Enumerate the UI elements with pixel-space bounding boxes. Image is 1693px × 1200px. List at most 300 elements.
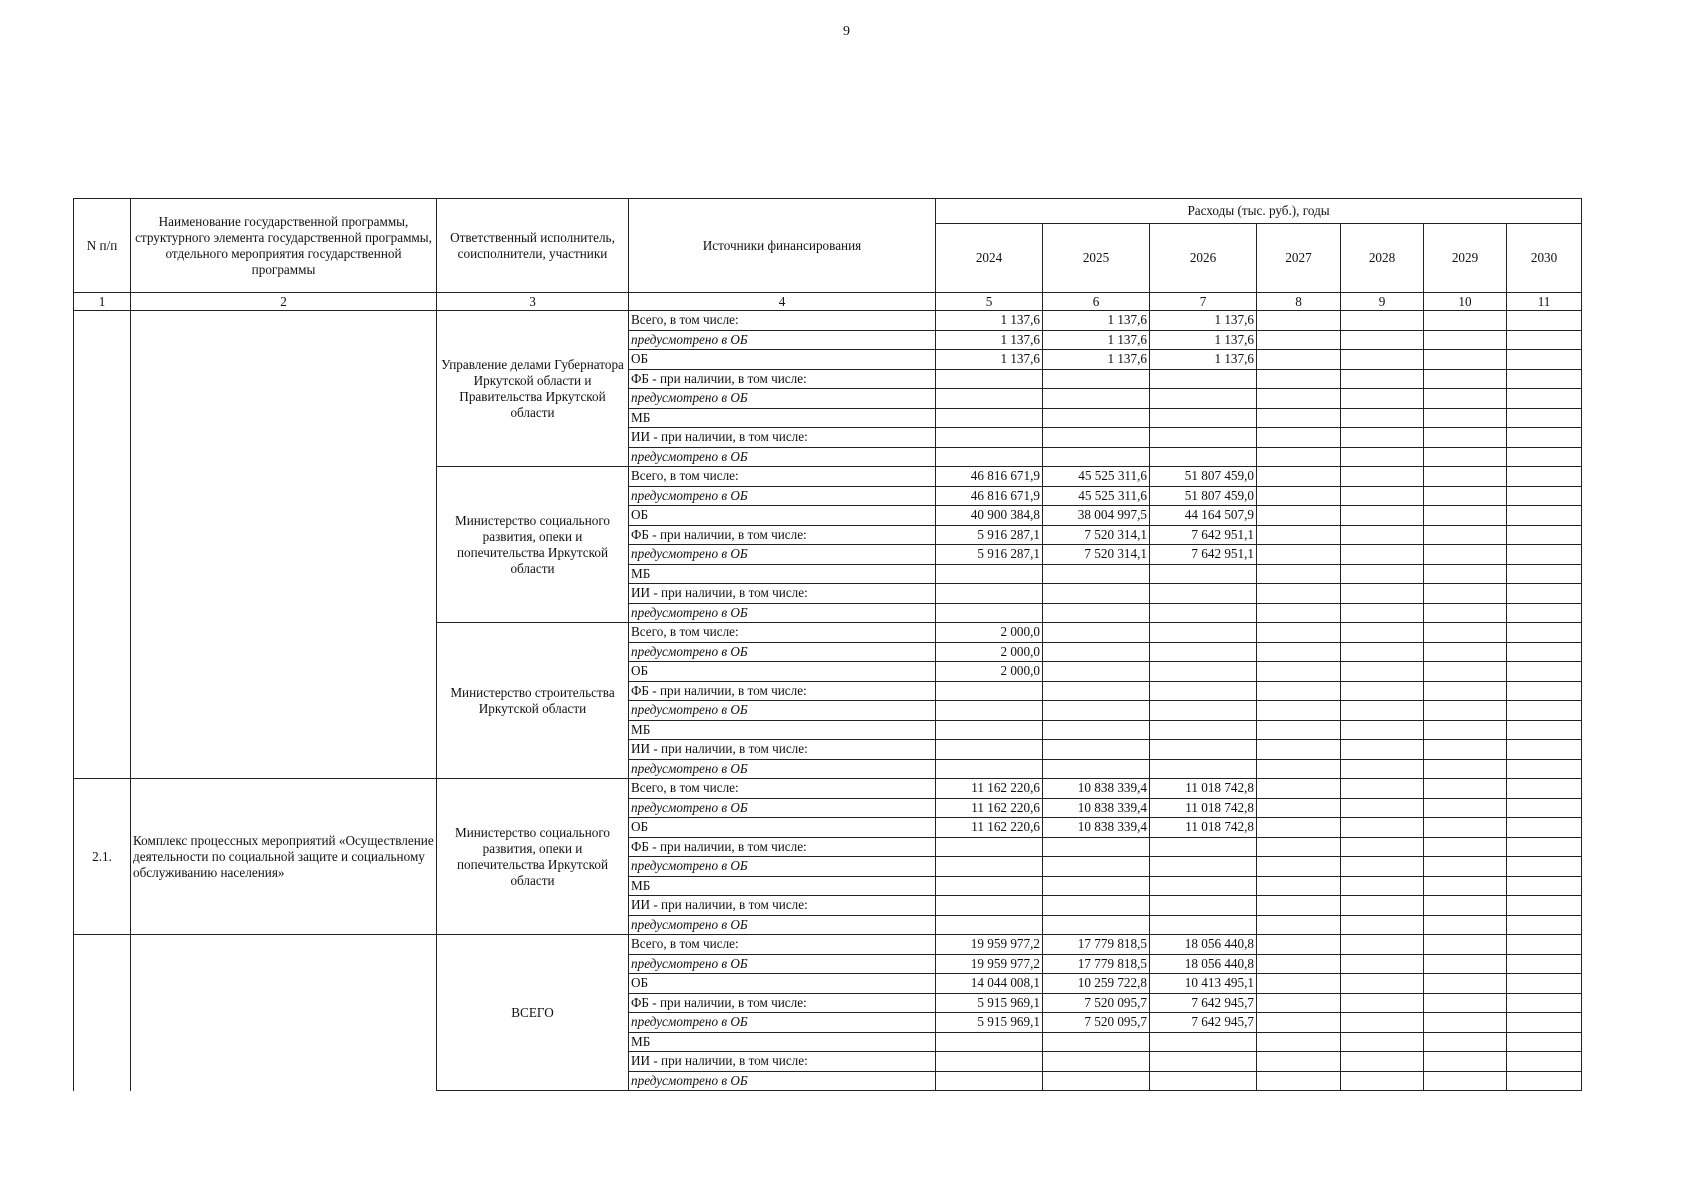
amount-cell bbox=[1424, 935, 1507, 955]
amount-cell bbox=[1507, 467, 1582, 487]
funding-source: ИИ - при наличии, в том числе: bbox=[629, 896, 936, 916]
amount-cell bbox=[936, 603, 1043, 623]
amount-cell bbox=[1507, 681, 1582, 701]
executor-name: Министерство социального развития, опеки и попечительства Иркутской области bbox=[437, 779, 629, 935]
amount-cell bbox=[1043, 369, 1150, 389]
amount-cell bbox=[1507, 350, 1582, 370]
amount-cell bbox=[936, 389, 1043, 409]
amount-cell: 11 162 220,6 bbox=[936, 818, 1043, 838]
funding-source: МБ bbox=[629, 564, 936, 584]
amount-cell bbox=[1043, 915, 1150, 935]
amount-cell bbox=[1043, 740, 1150, 760]
amount-cell bbox=[1507, 798, 1582, 818]
executor-name: ВСЕГО bbox=[437, 935, 629, 1091]
amount-cell bbox=[1257, 311, 1341, 331]
funding-source: предусмотрено в ОБ bbox=[629, 915, 936, 935]
amount-cell: 18 056 440,8 bbox=[1150, 935, 1257, 955]
amount-cell bbox=[936, 1052, 1043, 1072]
amount-cell bbox=[1507, 779, 1582, 799]
amount-cell bbox=[1257, 545, 1341, 565]
funding-source: предусмотрено в ОБ bbox=[629, 798, 936, 818]
amount-cell bbox=[1341, 720, 1424, 740]
amount-cell bbox=[1043, 1071, 1150, 1091]
amount-cell bbox=[1257, 350, 1341, 370]
amount-cell bbox=[1507, 662, 1582, 682]
column-index: 7 bbox=[1150, 293, 1257, 311]
amount-cell bbox=[1424, 993, 1507, 1013]
amount-cell bbox=[1507, 701, 1582, 721]
amount-cell bbox=[1043, 701, 1150, 721]
amount-cell: 19 959 977,2 bbox=[936, 954, 1043, 974]
amount-cell bbox=[1424, 915, 1507, 935]
amount-cell bbox=[936, 876, 1043, 896]
amount-cell bbox=[1257, 818, 1341, 838]
amount-cell bbox=[1507, 720, 1582, 740]
amount-cell bbox=[1150, 642, 1257, 662]
amount-cell bbox=[1341, 740, 1424, 760]
amount-cell bbox=[1424, 857, 1507, 877]
amount-cell bbox=[1257, 623, 1341, 643]
column-index: 6 bbox=[1043, 293, 1150, 311]
amount-cell bbox=[1424, 545, 1507, 565]
amount-cell bbox=[1424, 369, 1507, 389]
amount-cell: 7 642 951,1 bbox=[1150, 525, 1257, 545]
funding-source: ФБ - при наличии, в том числе: bbox=[629, 837, 936, 857]
amount-cell: 10 838 339,4 bbox=[1043, 818, 1150, 838]
amount-cell: 7 642 951,1 bbox=[1150, 545, 1257, 565]
amount-cell bbox=[936, 701, 1043, 721]
program-element-name bbox=[131, 311, 437, 779]
funding-source: предусмотрено в ОБ bbox=[629, 1013, 936, 1033]
amount-cell bbox=[1341, 1013, 1424, 1033]
amount-cell bbox=[1424, 564, 1507, 584]
header-expenses: Расходы (тыс. руб.), годы bbox=[936, 199, 1582, 224]
amount-cell bbox=[1043, 857, 1150, 877]
amount-cell bbox=[1257, 584, 1341, 604]
amount-cell bbox=[1424, 467, 1507, 487]
amount-cell bbox=[936, 369, 1043, 389]
amount-cell bbox=[1341, 954, 1424, 974]
amount-cell: 46 816 671,9 bbox=[936, 486, 1043, 506]
amount-cell bbox=[1257, 506, 1341, 526]
amount-cell bbox=[1043, 447, 1150, 467]
amount-cell bbox=[1043, 564, 1150, 584]
amount-cell bbox=[1150, 662, 1257, 682]
amount-cell: 1 137,6 bbox=[936, 311, 1043, 331]
amount-cell bbox=[1424, 1071, 1507, 1091]
funding-source: предусмотрено в ОБ bbox=[629, 330, 936, 350]
amount-cell bbox=[1043, 428, 1150, 448]
amount-cell bbox=[1257, 428, 1341, 448]
amount-cell: 11 018 742,8 bbox=[1150, 818, 1257, 838]
header-year: 2029 bbox=[1424, 224, 1507, 293]
amount-cell bbox=[1150, 1052, 1257, 1072]
amount-cell: 5 916 287,1 bbox=[936, 545, 1043, 565]
amount-cell bbox=[936, 759, 1043, 779]
amount-cell: 1 137,6 bbox=[1150, 350, 1257, 370]
amount-cell bbox=[1257, 1071, 1341, 1091]
funding-source: МБ bbox=[629, 1032, 936, 1052]
amount-cell bbox=[936, 564, 1043, 584]
amount-cell bbox=[1341, 818, 1424, 838]
funding-source: ФБ - при наличии, в том числе: bbox=[629, 993, 936, 1013]
amount-cell: 51 807 459,0 bbox=[1150, 486, 1257, 506]
amount-cell bbox=[1257, 779, 1341, 799]
amount-cell bbox=[1424, 1052, 1507, 1072]
funding-source: ИИ - при наличии, в том числе: bbox=[629, 1052, 936, 1072]
amount-cell: 14 044 008,1 bbox=[936, 974, 1043, 994]
amount-cell bbox=[1043, 1032, 1150, 1052]
header-year: 2026 bbox=[1150, 224, 1257, 293]
amount-cell bbox=[1257, 720, 1341, 740]
amount-cell bbox=[1341, 369, 1424, 389]
amount-cell bbox=[1341, 837, 1424, 857]
funding-source: Всего, в том числе: bbox=[629, 311, 936, 331]
amount-cell bbox=[1257, 1032, 1341, 1052]
amount-cell bbox=[1150, 408, 1257, 428]
amount-cell bbox=[1150, 896, 1257, 916]
amount-cell bbox=[1257, 1052, 1341, 1072]
header-source: Источники финансирования bbox=[629, 199, 936, 293]
amount-cell bbox=[1424, 837, 1507, 857]
amount-cell bbox=[1424, 896, 1507, 916]
amount-cell bbox=[1341, 428, 1424, 448]
column-index: 3 bbox=[437, 293, 629, 311]
amount-cell bbox=[1341, 564, 1424, 584]
amount-cell bbox=[1043, 603, 1150, 623]
amount-cell bbox=[1424, 779, 1507, 799]
amount-cell: 19 959 977,2 bbox=[936, 935, 1043, 955]
amount-cell bbox=[1257, 681, 1341, 701]
amount-cell bbox=[1341, 974, 1424, 994]
amount-cell bbox=[1424, 662, 1507, 682]
funding-source: ОБ bbox=[629, 974, 936, 994]
amount-cell bbox=[936, 915, 1043, 935]
header-year: 2025 bbox=[1043, 224, 1150, 293]
amount-cell bbox=[1341, 584, 1424, 604]
amount-cell bbox=[1341, 701, 1424, 721]
amount-cell bbox=[1150, 759, 1257, 779]
funding-source: ФБ - при наличии, в том числе: bbox=[629, 525, 936, 545]
amount-cell bbox=[1424, 408, 1507, 428]
amount-cell bbox=[1150, 603, 1257, 623]
amount-cell bbox=[1424, 759, 1507, 779]
table-row bbox=[74, 311, 1582, 331]
amount-cell bbox=[1424, 350, 1507, 370]
page-number: 9 bbox=[843, 24, 850, 39]
executor-name: Министерство социального развития, опеки и попечительства Иркутской области bbox=[437, 467, 629, 623]
amount-cell: 2 000,0 bbox=[936, 642, 1043, 662]
funding-source: предусмотрено в ОБ bbox=[629, 1071, 936, 1091]
amount-cell bbox=[1507, 642, 1582, 662]
amount-cell bbox=[1257, 330, 1341, 350]
amount-cell bbox=[1150, 915, 1257, 935]
funding-source: ОБ bbox=[629, 662, 936, 682]
amount-cell bbox=[1424, 428, 1507, 448]
amount-cell bbox=[936, 408, 1043, 428]
amount-cell bbox=[1507, 993, 1582, 1013]
funding-source: ФБ - при наличии, в том числе: bbox=[629, 681, 936, 701]
amount-cell bbox=[1257, 369, 1341, 389]
amount-cell bbox=[1150, 740, 1257, 760]
amount-cell bbox=[1341, 759, 1424, 779]
amount-cell bbox=[1150, 1032, 1257, 1052]
table-row bbox=[74, 779, 1582, 799]
amount-cell bbox=[1043, 759, 1150, 779]
funding-source: Всего, в том числе: bbox=[629, 779, 936, 799]
amount-cell bbox=[1257, 857, 1341, 877]
amount-cell bbox=[1150, 564, 1257, 584]
amount-cell bbox=[1424, 311, 1507, 331]
header-year: 2028 bbox=[1341, 224, 1424, 293]
amount-cell: 7 642 945,7 bbox=[1150, 993, 1257, 1013]
funding-source: МБ bbox=[629, 408, 936, 428]
amount-cell: 7 520 314,1 bbox=[1043, 525, 1150, 545]
amount-cell bbox=[1507, 1071, 1582, 1091]
amount-cell bbox=[1341, 915, 1424, 935]
amount-cell: 51 807 459,0 bbox=[1150, 467, 1257, 487]
row-number bbox=[74, 935, 131, 1091]
amount-cell bbox=[1043, 837, 1150, 857]
amount-cell bbox=[1257, 915, 1341, 935]
amount-cell bbox=[1424, 642, 1507, 662]
column-index: 9 bbox=[1341, 293, 1424, 311]
funding-source: ИИ - при наличии, в том числе: bbox=[629, 740, 936, 760]
amount-cell bbox=[1257, 974, 1341, 994]
amount-cell bbox=[1424, 954, 1507, 974]
funding-source: предусмотрено в ОБ bbox=[629, 701, 936, 721]
amount-cell bbox=[1507, 447, 1582, 467]
amount-cell bbox=[1150, 369, 1257, 389]
amount-cell: 5 915 969,1 bbox=[936, 1013, 1043, 1033]
amount-cell: 1 137,6 bbox=[936, 330, 1043, 350]
funding-source: ФБ - при наличии, в том числе: bbox=[629, 369, 936, 389]
amount-cell bbox=[1341, 311, 1424, 331]
amount-cell bbox=[1507, 408, 1582, 428]
amount-cell bbox=[936, 837, 1043, 857]
amount-cell: 10 838 339,4 bbox=[1043, 779, 1150, 799]
amount-cell bbox=[1150, 428, 1257, 448]
amount-cell bbox=[1424, 389, 1507, 409]
amount-cell bbox=[936, 720, 1043, 740]
amount-cell bbox=[1341, 798, 1424, 818]
amount-cell bbox=[1341, 896, 1424, 916]
amount-cell bbox=[936, 584, 1043, 604]
amount-cell bbox=[1043, 896, 1150, 916]
amount-cell: 10 838 339,4 bbox=[1043, 798, 1150, 818]
amount-cell bbox=[1043, 681, 1150, 701]
funding-source: МБ bbox=[629, 720, 936, 740]
amount-cell bbox=[1257, 701, 1341, 721]
column-index: 4 bbox=[629, 293, 936, 311]
column-index: 8 bbox=[1257, 293, 1341, 311]
amount-cell: 11 162 220,6 bbox=[936, 798, 1043, 818]
amount-cell bbox=[1507, 954, 1582, 974]
amount-cell: 18 056 440,8 bbox=[1150, 954, 1257, 974]
header-num: N п/п bbox=[74, 199, 131, 293]
amount-cell bbox=[936, 447, 1043, 467]
amount-cell: 1 137,6 bbox=[936, 350, 1043, 370]
funding-source: предусмотрено в ОБ bbox=[629, 447, 936, 467]
amount-cell bbox=[1424, 701, 1507, 721]
amount-cell bbox=[1150, 623, 1257, 643]
amount-cell bbox=[1341, 935, 1424, 955]
amount-cell: 46 816 671,9 bbox=[936, 467, 1043, 487]
amount-cell bbox=[1507, 564, 1582, 584]
amount-cell: 7 520 314,1 bbox=[1043, 545, 1150, 565]
amount-cell bbox=[1150, 447, 1257, 467]
header-year: 2024 bbox=[936, 224, 1043, 293]
amount-cell bbox=[1341, 467, 1424, 487]
amount-cell bbox=[1341, 389, 1424, 409]
amount-cell bbox=[1150, 389, 1257, 409]
amount-cell bbox=[1043, 1052, 1150, 1072]
amount-cell bbox=[1507, 584, 1582, 604]
amount-cell bbox=[1424, 603, 1507, 623]
amount-cell bbox=[1257, 935, 1341, 955]
funding-source: предусмотрено в ОБ bbox=[629, 389, 936, 409]
funding-source: ОБ bbox=[629, 818, 936, 838]
amount-cell: 11 162 220,6 bbox=[936, 779, 1043, 799]
funding-source: МБ bbox=[629, 876, 936, 896]
amount-cell bbox=[1341, 857, 1424, 877]
amount-cell bbox=[1507, 623, 1582, 643]
amount-cell bbox=[1043, 720, 1150, 740]
amount-cell bbox=[1424, 974, 1507, 994]
amount-cell bbox=[1341, 447, 1424, 467]
amount-cell: 2 000,0 bbox=[936, 662, 1043, 682]
amount-cell: 7 520 095,7 bbox=[1043, 1013, 1150, 1033]
expenses-table bbox=[73, 198, 1582, 1091]
row-number: 2.1. bbox=[74, 779, 131, 935]
amount-cell bbox=[1507, 974, 1582, 994]
amount-cell bbox=[1507, 486, 1582, 506]
amount-cell bbox=[1150, 681, 1257, 701]
program-element-name: Комплекс процессных мероприятий «Осуществление деятельности по социальной защите и социальному обслуживанию населения» bbox=[131, 779, 437, 935]
amount-cell bbox=[1424, 525, 1507, 545]
amount-cell bbox=[1341, 486, 1424, 506]
amount-cell bbox=[1507, 740, 1582, 760]
amount-cell bbox=[1507, 311, 1582, 331]
amount-cell bbox=[1507, 915, 1582, 935]
column-index: 11 bbox=[1507, 293, 1582, 311]
amount-cell: 10 413 495,1 bbox=[1150, 974, 1257, 994]
amount-cell bbox=[1507, 837, 1582, 857]
funding-source: предусмотрено в ОБ bbox=[629, 857, 936, 877]
amount-cell bbox=[1043, 662, 1150, 682]
amount-cell: 17 779 818,5 bbox=[1043, 954, 1150, 974]
amount-cell: 2 000,0 bbox=[936, 623, 1043, 643]
amount-cell bbox=[1507, 330, 1582, 350]
amount-cell bbox=[1257, 662, 1341, 682]
amount-cell bbox=[1257, 408, 1341, 428]
amount-cell bbox=[1341, 330, 1424, 350]
amount-cell bbox=[1341, 350, 1424, 370]
amount-cell bbox=[1150, 584, 1257, 604]
amount-cell: 17 779 818,5 bbox=[1043, 935, 1150, 955]
amount-cell bbox=[936, 1032, 1043, 1052]
amount-cell: 1 137,6 bbox=[1043, 311, 1150, 331]
amount-cell bbox=[1341, 623, 1424, 643]
amount-cell bbox=[1043, 623, 1150, 643]
amount-cell bbox=[1341, 1071, 1424, 1091]
amount-cell bbox=[1257, 759, 1341, 779]
amount-cell bbox=[1150, 701, 1257, 721]
amount-cell bbox=[1507, 428, 1582, 448]
amount-cell bbox=[1257, 467, 1341, 487]
amount-cell bbox=[1341, 681, 1424, 701]
amount-cell bbox=[1257, 447, 1341, 467]
amount-cell: 40 900 384,8 bbox=[936, 506, 1043, 526]
amount-cell bbox=[1507, 369, 1582, 389]
amount-cell bbox=[1507, 759, 1582, 779]
funding-source: предусмотрено в ОБ bbox=[629, 759, 936, 779]
amount-cell bbox=[1507, 896, 1582, 916]
funding-source: предусмотрено в ОБ bbox=[629, 486, 936, 506]
amount-cell bbox=[1424, 1032, 1507, 1052]
amount-cell bbox=[1150, 837, 1257, 857]
amount-cell bbox=[1507, 389, 1582, 409]
amount-cell: 45 525 311,6 bbox=[1043, 467, 1150, 487]
amount-cell bbox=[1341, 506, 1424, 526]
amount-cell: 5 915 969,1 bbox=[936, 993, 1043, 1013]
funding-source: ИИ - при наличии, в том числе: bbox=[629, 584, 936, 604]
amount-cell bbox=[1043, 876, 1150, 896]
program-element-name bbox=[131, 935, 437, 1091]
amount-cell bbox=[1507, 603, 1582, 623]
amount-cell bbox=[1341, 525, 1424, 545]
amount-cell bbox=[1424, 584, 1507, 604]
amount-cell bbox=[1507, 876, 1582, 896]
funding-source: предусмотрено в ОБ bbox=[629, 954, 936, 974]
amount-cell bbox=[936, 896, 1043, 916]
amount-cell bbox=[1424, 1013, 1507, 1033]
amount-cell bbox=[1257, 896, 1341, 916]
amount-cell: 1 137,6 bbox=[1043, 350, 1150, 370]
amount-cell bbox=[1507, 935, 1582, 955]
amount-cell bbox=[1424, 720, 1507, 740]
amount-cell: 1 137,6 bbox=[1043, 330, 1150, 350]
amount-cell bbox=[1507, 1013, 1582, 1033]
amount-cell bbox=[1257, 525, 1341, 545]
funding-source: ОБ bbox=[629, 506, 936, 526]
amount-cell bbox=[1507, 525, 1582, 545]
amount-cell bbox=[1507, 545, 1582, 565]
row-number bbox=[74, 311, 131, 779]
amount-cell bbox=[1424, 798, 1507, 818]
column-index: 5 bbox=[936, 293, 1043, 311]
header-row-top bbox=[74, 199, 1582, 224]
amount-cell bbox=[1424, 623, 1507, 643]
amount-cell bbox=[1341, 603, 1424, 623]
amount-cell bbox=[1257, 740, 1341, 760]
amount-cell: 45 525 311,6 bbox=[1043, 486, 1150, 506]
amount-cell bbox=[1507, 1052, 1582, 1072]
amount-cell bbox=[1424, 506, 1507, 526]
funding-source: ОБ bbox=[629, 350, 936, 370]
amount-cell bbox=[1257, 954, 1341, 974]
amount-cell bbox=[1257, 798, 1341, 818]
amount-cell: 7 520 095,7 bbox=[1043, 993, 1150, 1013]
amount-cell bbox=[1341, 779, 1424, 799]
amount-cell bbox=[1341, 662, 1424, 682]
amount-cell bbox=[1424, 486, 1507, 506]
funding-source: Всего, в том числе: bbox=[629, 467, 936, 487]
funding-source: Всего, в том числе: bbox=[629, 935, 936, 955]
amount-cell bbox=[1341, 993, 1424, 1013]
executor-name: Управление делами Губернатора Иркутской области и Правительства Иркутской области bbox=[437, 311, 629, 467]
header-year: 2030 bbox=[1507, 224, 1582, 293]
